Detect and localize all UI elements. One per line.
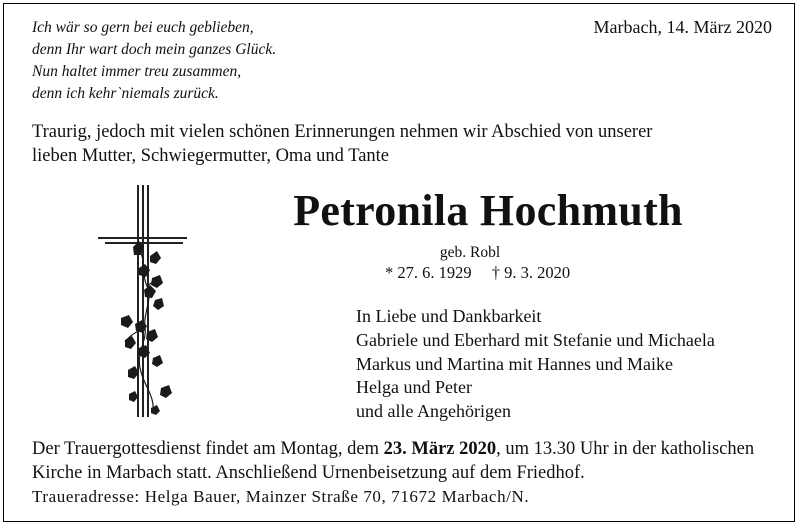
poem xyxy=(32,17,276,105)
service-text-part1: Der Trauergottesdienst findet am Montag, dem xyxy=(32,439,384,459)
birth-date: * 27. 6. 1929 xyxy=(385,263,472,282)
intro-text xyxy=(32,120,772,168)
mourner-line: Gabriele und Eberhard mit Stefanie und Michaela xyxy=(356,329,715,350)
mourner-line: In Liebe und Dankbarkeit xyxy=(356,306,542,326)
intro-line: lieben Mutter, Schwiegermutter, Oma und Tante xyxy=(32,146,390,166)
poem-line: denn Ihr wart doch mein ganzes Glück. xyxy=(32,41,277,58)
poem-line: Nun haltet immer treu zusammen, xyxy=(32,63,242,80)
death-date: † 9. 3. 2020 xyxy=(491,263,571,282)
poem-line: denn ich kehr`niemals zurück. xyxy=(32,85,219,102)
service-text-part2: , um 13.30 Uhr in der katholischen Kirche in Marbach statt. Anschließend Urnenbeisetzung auf dem Friedhof. xyxy=(32,439,755,483)
birth-name: geb. Robl xyxy=(439,244,501,261)
cross-with-ivy-icon xyxy=(95,182,190,422)
place-date: Marbach, 14. März 2020 xyxy=(593,17,772,37)
service-date: 23. März 2020 xyxy=(383,439,497,459)
intro-line: Traurig, jedoch mit vielen schönen Erinnerungen nehmen wir Abschied von unserer xyxy=(32,122,653,142)
life-dates xyxy=(385,263,586,283)
mourner-line: Helga und Peter xyxy=(356,377,472,398)
mourner-line: und alle Angehörigen xyxy=(356,401,511,422)
mourning-address: Traueradresse: Helga Bauer, Mainzer Straße 70, 71672 Marbach/N. xyxy=(32,487,530,506)
deceased-name: Petronila Hochmuth xyxy=(293,186,683,235)
poem-line: Ich wär so gern bei euch geblieben, xyxy=(32,19,254,36)
service-text xyxy=(32,437,792,485)
mourner-line: Markus und Martina mit Hannes und Maike xyxy=(356,353,673,374)
mourners-list xyxy=(356,305,715,424)
